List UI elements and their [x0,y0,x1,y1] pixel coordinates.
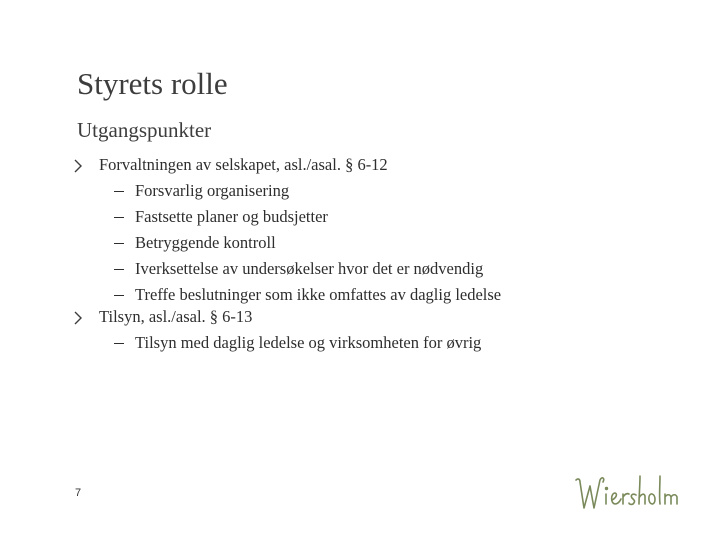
dash-icon [114,191,124,192]
chevron-right-icon [73,159,83,173]
sub-bullet-text: Fastsette planer og budsjetter [135,207,328,226]
slide-subtitle: Utgangspunkter [77,118,212,142]
bullet-text: Tilsyn, asl./asal. § 6-13 [99,307,253,326]
sub-bullet-text: Tilsyn med daglig ledelse og virksomheten for øvrig [135,333,482,352]
dash-icon [114,243,124,244]
sub-bullet-text: Forsvarlig organisering [135,181,290,200]
bullet-item [99,306,252,328]
sub-bullet-item [135,232,276,254]
sub-bullet-item [135,284,501,306]
sub-bullet-item [135,332,481,354]
slide-title: Styrets rolle [77,66,228,101]
sub-bullet-item [135,258,483,280]
dash-icon [114,269,124,270]
dash-icon [114,217,124,218]
sub-bullet-text: Iverksettelse av undersøkelser hvor det er nødvendig [135,259,484,278]
sub-bullet-item [135,180,289,202]
dash-icon [114,343,124,344]
chevron-right-icon [73,311,83,325]
sub-bullet-item [135,206,328,228]
page-number: 7 [75,487,82,499]
bullet-item [99,154,388,176]
bullet-text: Forvaltningen av selskapet, asl./asal. § 6-12 [99,155,388,174]
wiersholm-logo [572,470,688,516]
sub-bullet-text: Treffe beslutninger som ikke omfattes av daglig ledelse [135,285,502,304]
dash-icon [114,295,124,296]
sub-bullet-text: Betryggende kontroll [135,233,276,252]
